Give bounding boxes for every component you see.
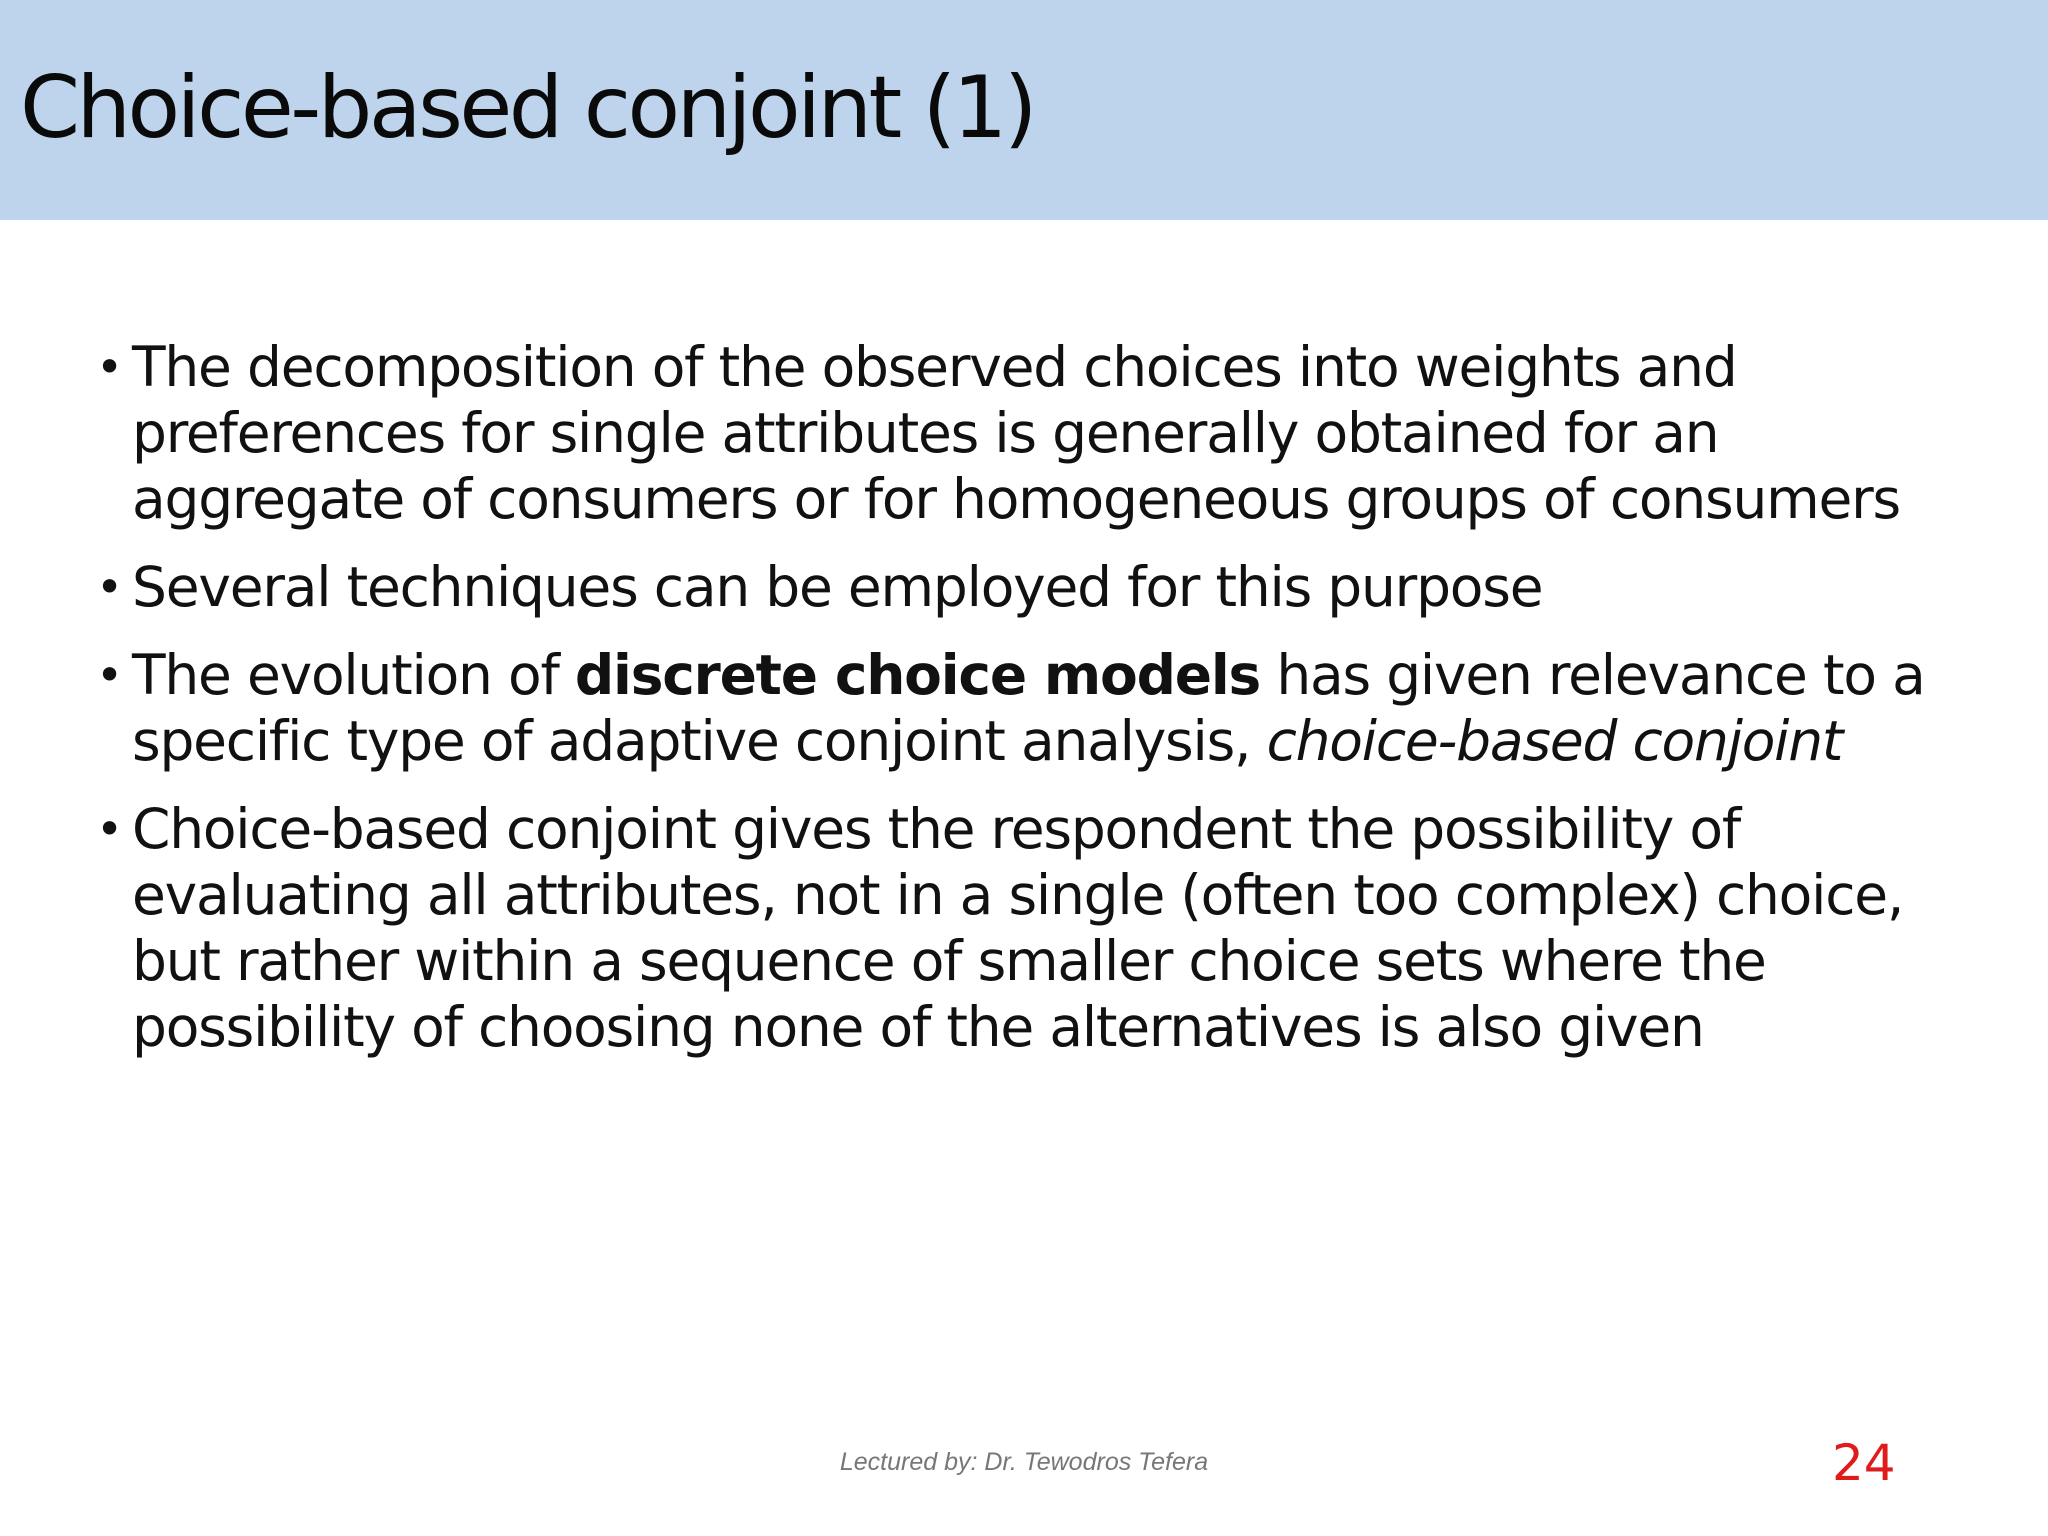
bullet-line: The decomposition of the observed choices into weights and [132, 335, 1737, 399]
title-band [0, 0, 2048, 220]
bullet-item-4 [90, 796, 2030, 1060]
bullet-text: has given relevance to a [1260, 643, 1925, 707]
bullet-icon: • [96, 340, 122, 394]
bullet-line [132, 708, 2030, 774]
bullet-line: aggregate of consumers or for homogeneous groups of consumers [132, 467, 1900, 531]
bullet-line: preferences for single attributes is generally obtained for an [132, 401, 1719, 465]
bullet-icon: • [96, 560, 122, 614]
bullet-line: Several techniques can be employed for this purpose [132, 555, 1543, 619]
page-number: 24 [1832, 1434, 1896, 1492]
bullet-text: specific type of adaptive conjoint analysis, [132, 709, 1267, 773]
bullet-icon: • [96, 648, 122, 702]
bullet-line: evaluating all attributes, not in a single (often too complex) choice, [132, 863, 1904, 927]
slide-title: Choice-based conjoint (1) [20, 58, 1034, 158]
bullet-icon: • [96, 802, 122, 856]
bullet-item-2 [90, 554, 2030, 620]
italic-term: choice-based conjoint [1266, 709, 1843, 773]
bullet-item-1 [90, 334, 2030, 532]
bullet-line: possibility of choosing none of the alternatives is also given [132, 995, 1704, 1059]
bullet-line: Choice-based conjoint gives the respondent the possibility of [132, 797, 1740, 861]
bullet-line [132, 642, 2030, 708]
bold-term: discrete choice models [574, 643, 1261, 707]
footer-credit: Lectured by: Dr. Tewodros Tefera [839, 1448, 1209, 1476]
bullet-line: but rather within a sequence of smaller choice sets where the [132, 929, 1766, 993]
bullet-text: The evolution of [132, 643, 575, 707]
bullet-item-3 [90, 642, 2030, 774]
bullet-list [90, 334, 2030, 1082]
